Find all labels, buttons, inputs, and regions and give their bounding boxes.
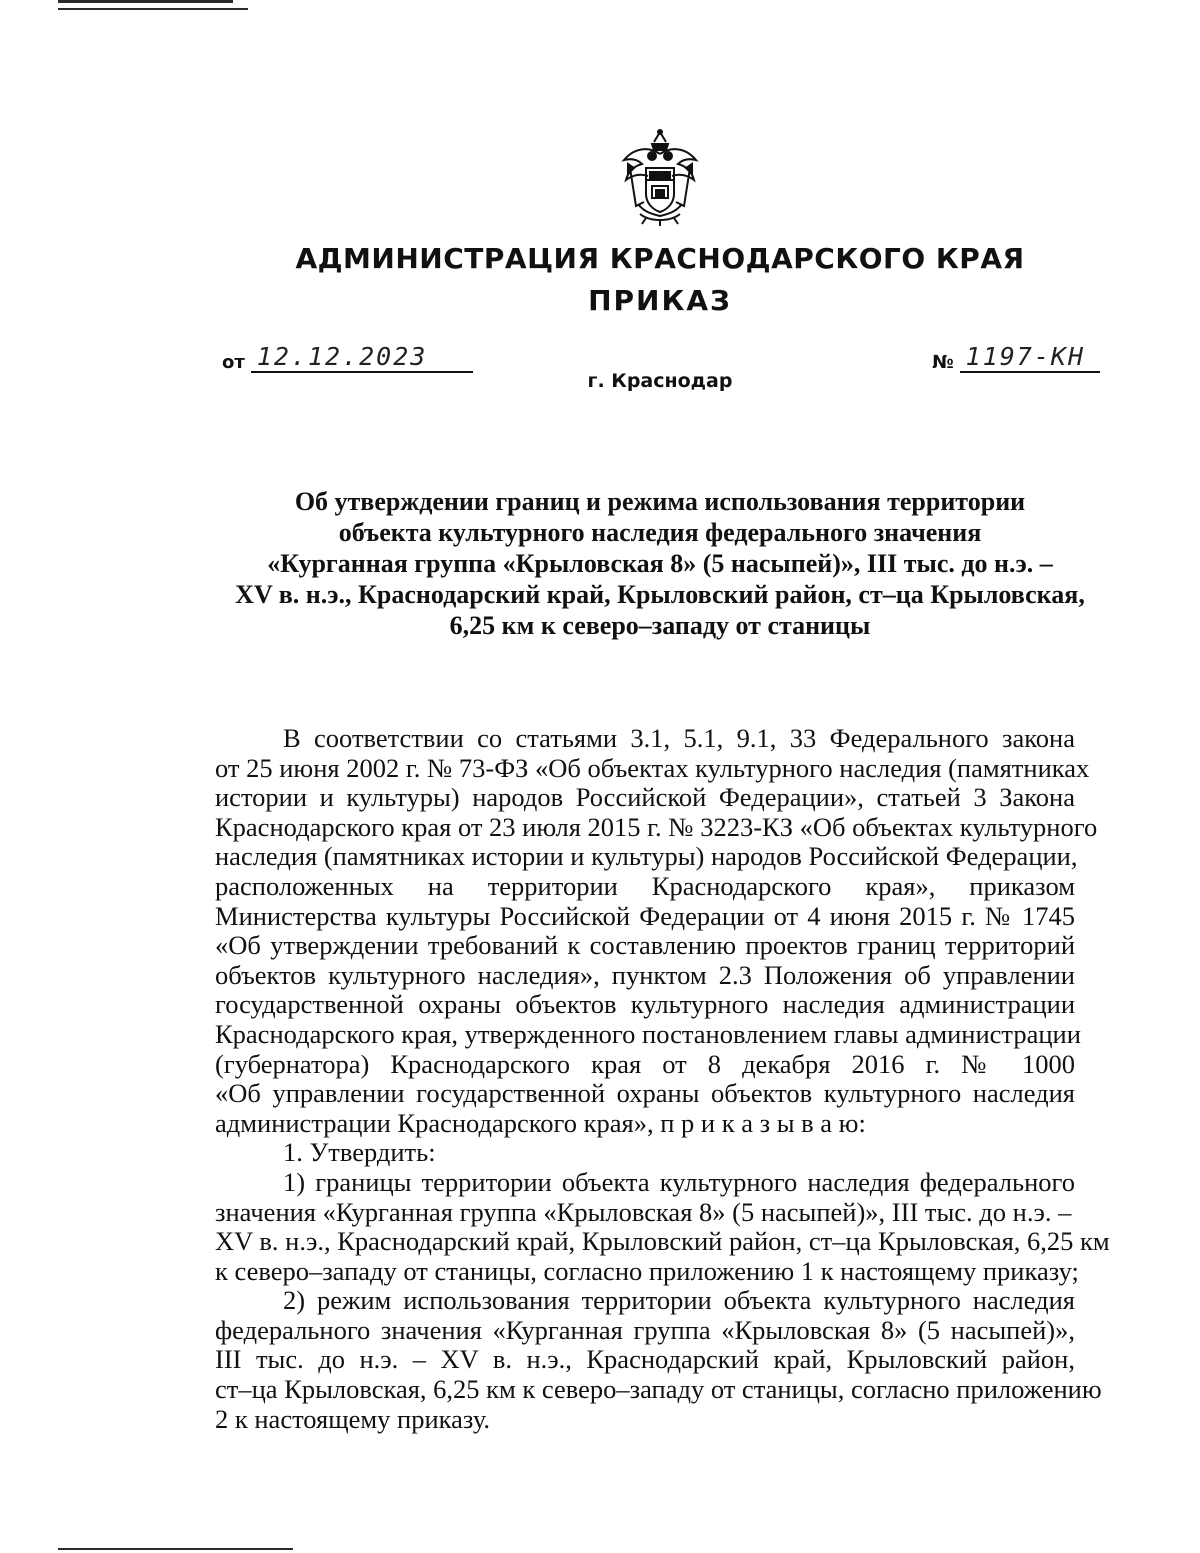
body-line: наследия (памятниках истории и культуры) народов Российской Федерации,: [215, 841, 1078, 872]
document-body: [215, 723, 1110, 1434]
body-line: XV в. н.э., Краснодарский край, Крыловский район, ст–ца Крыловская, 6,25 км: [215, 1226, 1110, 1257]
body-line: [215, 1109, 1075, 1139]
body-line: Министерства культуры Российской Федерации от 4 июня 2015 г. № 1745: [215, 900, 1075, 931]
document-title: [215, 486, 1105, 641]
scan-edge-line: [58, 1548, 293, 1550]
scan-edge-line: [58, 0, 233, 3]
body-line: Краснодарского края от 23 июля 2015 г. № 3223-КЗ «Об объектах культурного: [215, 811, 1098, 842]
title-line: 6,25 км к северо–западу от станицы: [449, 611, 871, 640]
date-label: от: [222, 352, 245, 373]
title-line: XV в. н.э., Краснодарский край, Крыловский район, ст–ца Крыловская,: [235, 580, 1085, 609]
document-type: ПРИКАЗ: [588, 284, 732, 317]
item-heading: 1. Утвердить:: [283, 1137, 436, 1168]
body-line: 2 к настоящему приказу.: [215, 1403, 491, 1434]
title-line: объекта культурного наследия федерального значения: [338, 518, 982, 547]
date-block: [222, 343, 473, 373]
number-label: №: [932, 352, 954, 373]
body-line: государственной охраны объектов культурного наследия администрации: [215, 989, 1075, 1020]
body-line: III тыс. до н.э. – XV в. н.э., Краснодарский край, Крыловский район,: [215, 1344, 1075, 1375]
body-line-prefix: администрации Краснодарского края»,: [215, 1107, 654, 1138]
title-line: Об утверждении границ и режима использования территории: [294, 487, 1026, 516]
body-line: значения «Курганная группа «Крыловская 8» (5 насыпей)», III тыс. до н.э. –: [215, 1196, 1072, 1227]
body-line: объектов культурного наследия», пунктом 2.3 Положения об управлении: [215, 959, 1075, 990]
date-value: 12.12.2023: [251, 343, 473, 373]
body-line: Краснодарского края, утвержденного постановлением главы администрации: [215, 1018, 1081, 1049]
title-line: «Курганная группа «Крыловская 8» (5 насыпей)», III тыс. до н.э. –: [267, 549, 1053, 578]
body-line: федерального значения «Курганная группа «Крыловская 8» (5 насыпей)»,: [215, 1314, 1075, 1345]
organization-name: АДМИНИСТРАЦИЯ КРАСНОДАРСКОГО КРАЯ: [295, 242, 1025, 275]
body-line: В соответствии со статьями 3.1, 5.1, 9.1, 33 Федерального закона: [283, 723, 1075, 753]
body-line: расположенных на территории Краснодарского края», приказом: [215, 870, 1075, 901]
body-line: от 25 июня 2002 г. № 73-ФЗ «Об объектах культурного наследия (памятниках: [215, 752, 1090, 783]
body-line: «Об управлении государственной охраны объектов культурного наследия: [215, 1078, 1075, 1109]
body-line: ст–ца Крыловская, 6,25 км к северо–западу от станицы, согласно приложению: [215, 1374, 1102, 1405]
city-name: г. Краснодар: [587, 370, 733, 392]
order-word: п р и к а з ы в а ю:: [660, 1107, 866, 1138]
body-line: (губернатора) Краснодарского края от 8 декабря 2016 г. № 1000: [215, 1048, 1075, 1079]
number-block: [932, 343, 1100, 373]
number-value: 1197-КН: [960, 343, 1100, 373]
body-line: истории и культуры) народов Российской Федерации», статьей 3 Закона: [215, 782, 1075, 813]
scan-edge-line: [58, 8, 248, 10]
coat-of-arms-icon: [614, 128, 706, 226]
body-line: к северо–западу от станицы, согласно приложению 1 к настоящему приказу;: [215, 1255, 1079, 1286]
body-line: 2) режим использования территории объекта культурного наследия: [283, 1285, 1075, 1316]
body-line: «Об утверждении требований к составлению проектов границ территорий: [215, 930, 1075, 961]
body-line: 1) границы территории объекта культурного наследия федерального: [283, 1166, 1075, 1197]
